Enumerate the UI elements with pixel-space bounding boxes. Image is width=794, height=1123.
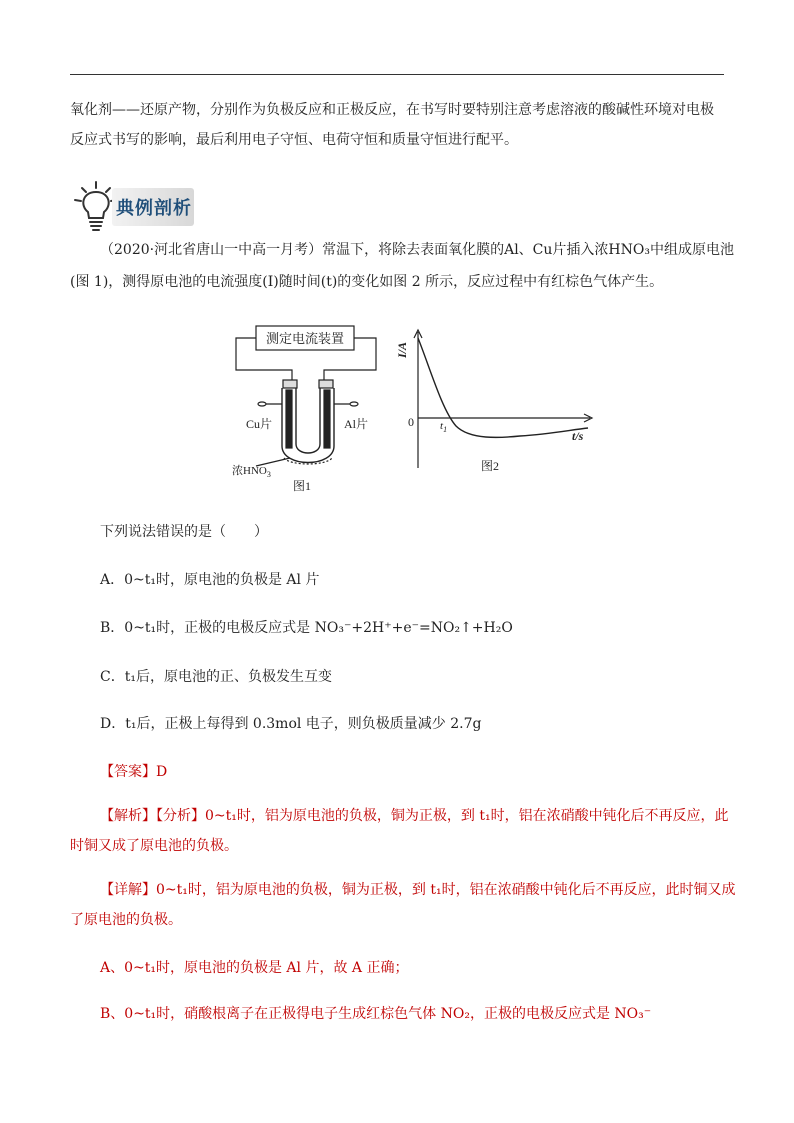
intro-line-1: 氧化剂——还原产物，分别作为负极反应和正极反应，在书写时要特别注意考虑溶液的酸碱性环境对电极 xyxy=(70,102,714,118)
y-axis-label: I/A xyxy=(395,341,409,358)
figure-area xyxy=(220,318,600,498)
al-plate-label: Al片 xyxy=(344,417,369,431)
cu-plate-label: Cu片 xyxy=(246,417,273,431)
t1-label: $t_1$ xyxy=(440,420,448,434)
option-b-formula: NO₃⁻+2H⁺+e⁻=NO₂↑+H₂O xyxy=(314,620,513,636)
banner-title: 典例剖析 xyxy=(116,198,192,219)
origin-label: 0 xyxy=(408,415,414,429)
explain-b: B、0~t₁时，硝酸根离子在正极得电子生成红棕色气体 NO₂，正极的电极反应式是 NO₃⁻ xyxy=(100,1006,652,1022)
option-c: C．t₁后，原电池的正、负极发生互变 xyxy=(100,669,332,685)
figure1-apparatus xyxy=(236,326,376,466)
detail-line-2: 了原电池的负极。 xyxy=(70,912,182,928)
option-a: A．0~t₁时，原电池的负极是 Al 片 xyxy=(100,572,320,588)
analysis-line-2: 时铜又成了原电池的负极。 xyxy=(70,838,238,854)
problem-line-2: (图 1)，测得原电池的电流强度(I)随时间(t)的变化如图 2 所示，反应过程中有红棕色气体产生。 xyxy=(70,274,664,290)
intro-line-2: 反应式书写的影响，最后利用电子守恒、电荷守恒和质量守恒进行配平。 xyxy=(70,132,518,148)
figure2-caption: 图2 xyxy=(480,459,500,473)
problem-line-1: （2020·河北省唐山一中高一月考）常温下，将除去表面氧化膜的Al、Cu片插入浓HNO₃中组成原电池 xyxy=(100,242,734,258)
option-d: D．t₁后，正极上每得到 0.3mol 电子，则负极质量减少 2.7g xyxy=(100,716,482,732)
solution-label: 浓$HNO_3$ xyxy=(232,465,271,479)
x-axis-label: t/s xyxy=(572,429,584,443)
current-curve xyxy=(418,338,588,437)
question-stem: 下列说法错误的是（ ） xyxy=(100,524,268,540)
header-rule xyxy=(70,74,724,75)
apparatus-box-label: 测定电流装置 xyxy=(265,331,345,346)
detail-line-1: 【详解】0~t₁时，铝为原电池的负极，铜为正极，到 t₁时，铝在浓硝酸中钝化后不再反应，此时铜又成 xyxy=(100,882,736,898)
option-b-text: B．0~t₁时，正极的电极反应式是 xyxy=(100,620,311,636)
section-banner xyxy=(72,180,202,232)
figure-svg xyxy=(220,318,600,498)
analysis-line-1: 【解析】【分析】0~t₁时，铝为原电池的负极，铜为正极，到 t₁时，铝在浓硝酸中钝化后不再反应，此 xyxy=(100,808,729,824)
explain-a: A、0~t₁时，原电池的负极是 Al 片，故 A 正确； xyxy=(100,960,409,976)
option-b xyxy=(100,618,513,638)
answer-line: 【答案】D xyxy=(100,764,168,780)
figure1-caption: 图1 xyxy=(292,479,312,493)
